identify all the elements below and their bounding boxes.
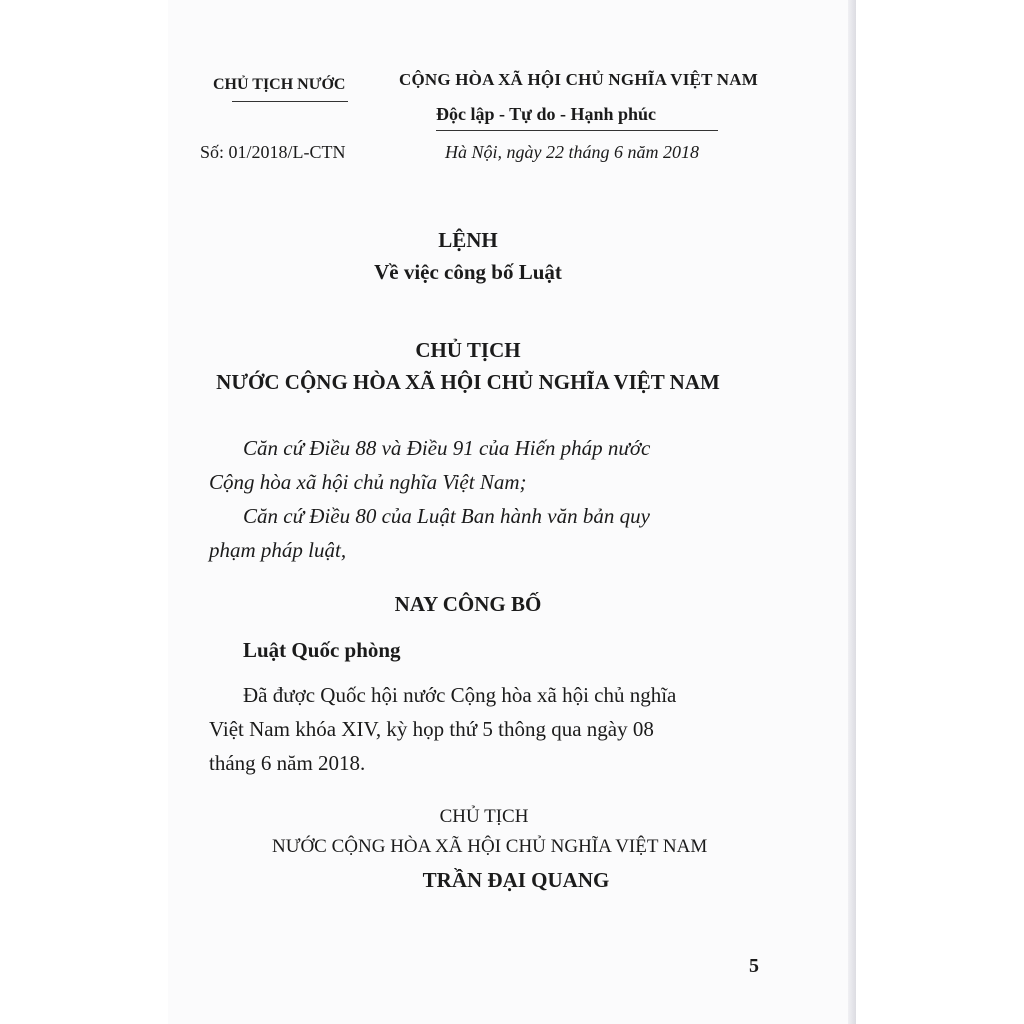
issuer-label: CHỦ TỊCH NƯỚC xyxy=(213,76,346,93)
signatory-nation: NƯỚC CỘNG HÒA XÃ HỘI CHỦ NGHĨA VIỆT NAM xyxy=(272,836,708,857)
signatory-name: TRẦN ĐẠI QUANG xyxy=(422,868,610,892)
document-number: Số: 01/2018/L-CTN xyxy=(200,142,346,162)
signatory-title: CHỦ TỊCH xyxy=(439,806,529,827)
authority-title: CHỦ TỊCH xyxy=(415,338,521,362)
page-number: 5 xyxy=(749,955,759,977)
announce-heading: NAY CÔNG BỐ xyxy=(394,592,542,616)
passage-line: Đã được Quốc hội nước Cộng hòa xã hội chủ nghĩa xyxy=(243,683,677,707)
passage-line: Việt Nam khóa XIV, kỳ họp thứ 5 thông qua ngày 08 xyxy=(209,717,654,741)
document-type: LỆNH xyxy=(438,228,498,252)
authority-nation: NƯỚC CỘNG HÒA XÃ HỘI CHỦ NGHĨA VIỆT NAM xyxy=(216,370,720,394)
document-subject: Về việc công bố Luật xyxy=(374,260,562,284)
national-motto: Độc lập - Tự do - Hạnh phúc xyxy=(436,104,657,124)
law-name: Luật Quốc phòng xyxy=(243,638,401,662)
place-date: Hà Nội, ngày 22 tháng 6 năm 2018 xyxy=(445,142,699,162)
preamble-line: Căn cứ Điều 80 của Luật Ban hành văn bản quy xyxy=(243,504,650,528)
passage-line: tháng 6 năm 2018. xyxy=(209,751,366,775)
preamble-line: Cộng hòa xã hội chủ nghĩa Việt Nam; xyxy=(209,470,527,494)
preamble-line: Căn cứ Điều 88 và Điều 91 của Hiến pháp nước xyxy=(243,436,651,460)
issuer-underline xyxy=(232,101,348,102)
preamble-line: phạm pháp luật, xyxy=(209,538,347,562)
nation-title: CỘNG HÒA XÃ HỘI CHỦ NGHĨA VIỆT NAM xyxy=(399,70,758,89)
motto-underline xyxy=(436,130,718,131)
